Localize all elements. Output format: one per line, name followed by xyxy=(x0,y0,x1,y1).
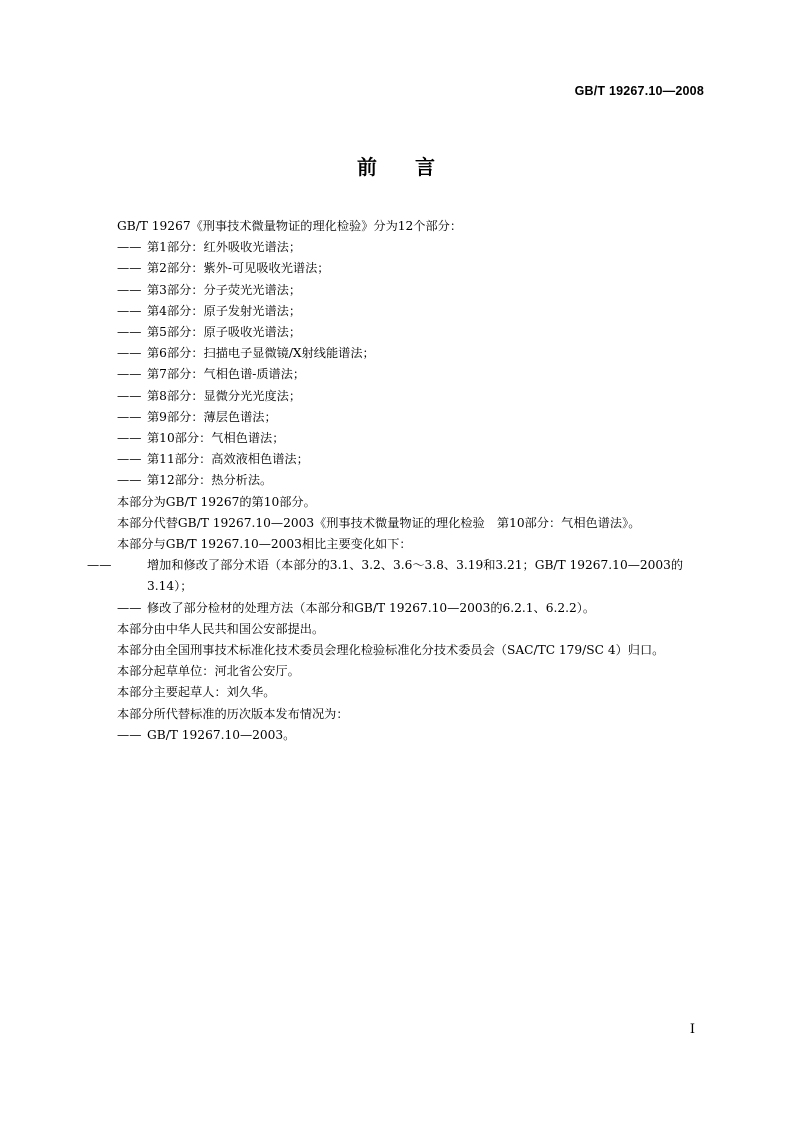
drafters: 本部分主要起草人：刘久华。 xyxy=(117,685,276,700)
title-char-2: 言 xyxy=(415,155,437,179)
title-char-1: 前 xyxy=(357,155,379,179)
list-item: —— 第10部分：气相色谱法； xyxy=(117,431,285,446)
list-item: —— 第5部分：原子吸收光谱法； xyxy=(117,325,302,340)
governed-by: 本部分由全国刑事技术标准化技术委员会理化检验标准化分技术委员会（SAC/TC 179/SC 4）归口。 xyxy=(117,643,665,658)
standard-code: GB/T 19267.10—2008 xyxy=(574,84,704,98)
foreword-body xyxy=(87,216,705,746)
statement-replace: 本部分代替GB/T 19267.10—2003《刑事技术微量物证的理化检验 第10部分：气相色谱法》。 xyxy=(117,515,641,530)
list-item: —— 第4部分：原子发射光谱法； xyxy=(117,303,302,318)
list-item: —— 第2部分：紫外-可见吸收光谱法； xyxy=(117,261,330,276)
list-item: —— 第11部分：高效液相色谱法； xyxy=(117,452,309,467)
statement-changes-intro: 本部分与GB/T 19267.10—2003相比主要变化如下： xyxy=(117,537,412,552)
change-item: —— 增加和修改了部分术语（本部分的3.1、3.2、3.6～3.8、3.19和3.21；GB/T 19267.10—2003的3.14）； xyxy=(87,558,684,594)
statement-part: 本部分为GB/T 19267的第10部分。 xyxy=(117,494,316,509)
list-item: —— 第8部分：显微分光光度法； xyxy=(117,388,302,403)
intro-paragraph: GB/T 19267《刑事技术微量物证的理化检验》分为12个部分： xyxy=(117,219,463,233)
history-item: —— GB/T 19267.10—2003。 xyxy=(117,727,296,742)
list-item: —— 第1部分：红外吸收光谱法； xyxy=(117,240,302,255)
drafting-unit: 本部分起草单位：河北省公安厅。 xyxy=(117,664,300,679)
proposed-by: 本部分由中华人民共和国公安部提出。 xyxy=(117,621,325,636)
page-title xyxy=(0,151,794,180)
history-intro: 本部分所代替标准的历次版本发布情况为： xyxy=(117,706,349,721)
list-item: —— 第3部分：分子荧光光谱法； xyxy=(117,282,302,297)
list-item: —— 第12部分：热分析法。 xyxy=(117,473,273,488)
page-number: I xyxy=(689,1022,695,1037)
list-item: —— 第7部分：气相色谱-质谱法； xyxy=(117,367,306,382)
list-item: —— 第6部分：扫描电子显微镜/X射线能谱法； xyxy=(117,346,375,361)
change-item: —— 修改了部分检材的处理方法（本部分和GB/T 19267.10—2003的6.2.1、6.2.2）。 xyxy=(117,600,596,615)
list-item: —— 第9部分：薄层色谱法； xyxy=(117,409,277,424)
